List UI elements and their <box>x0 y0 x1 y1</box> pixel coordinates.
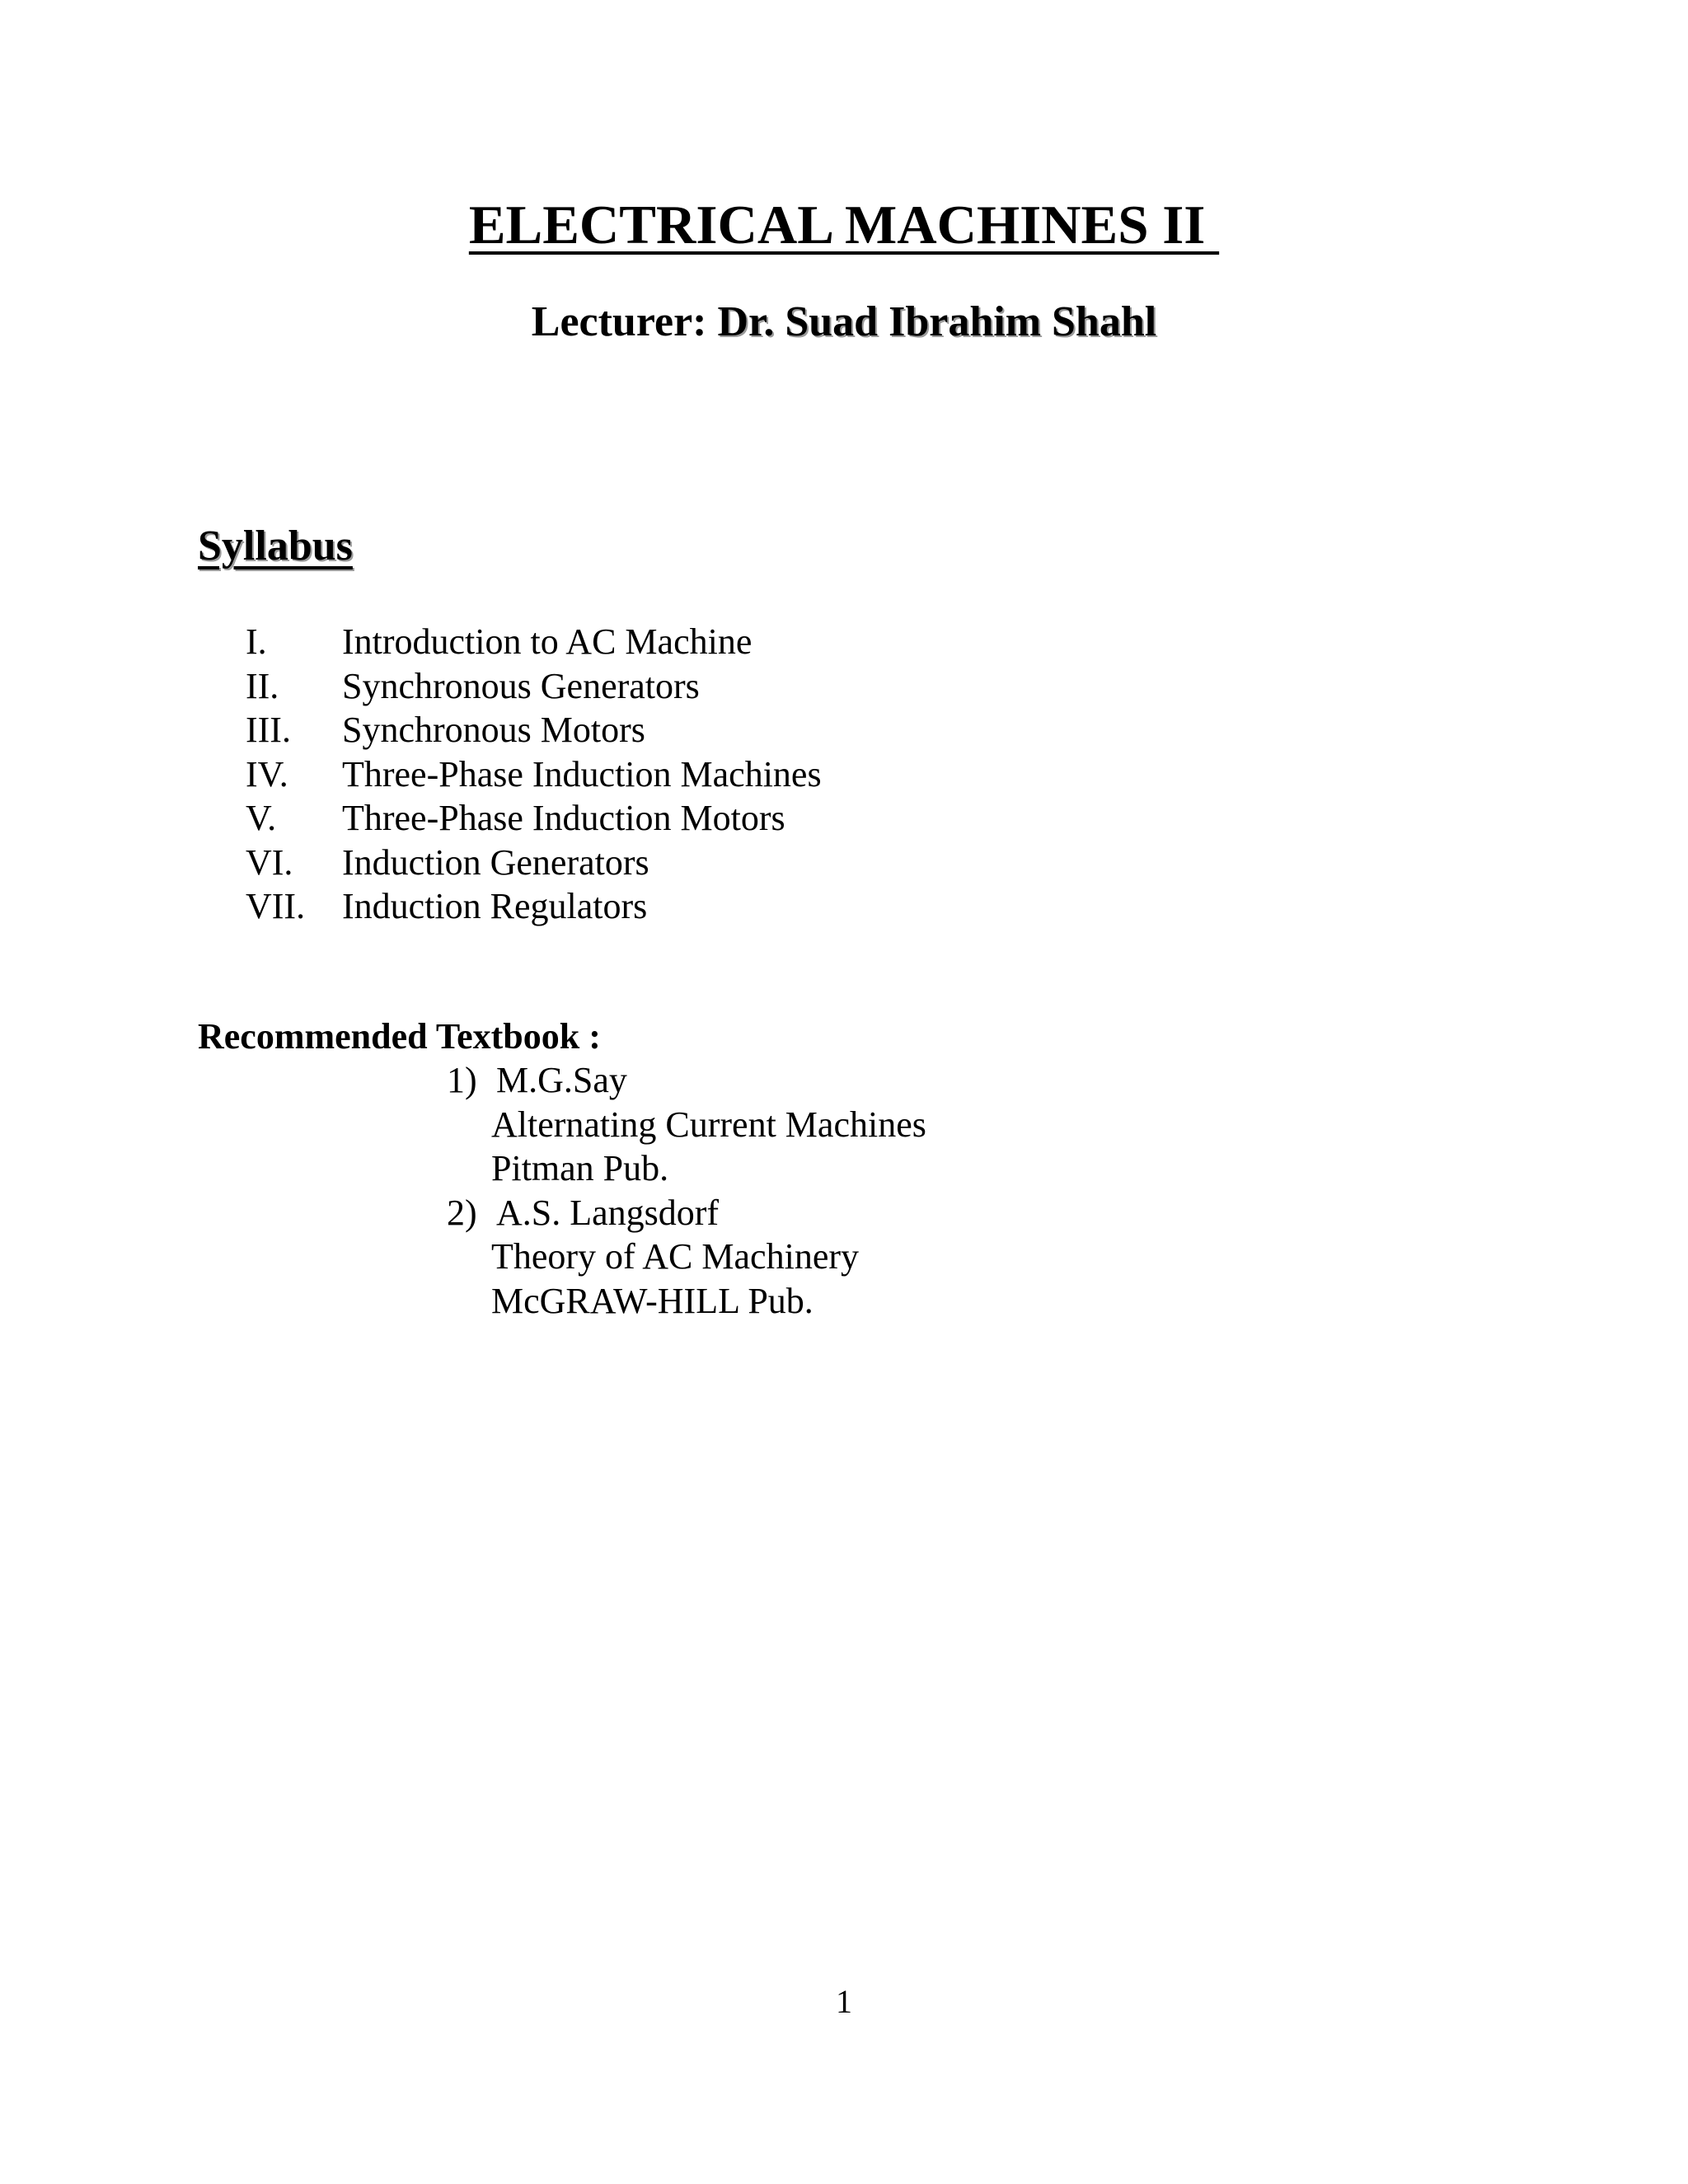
syllabus-item-text: Introduction to AC Machine <box>342 621 753 662</box>
textbook-heading: Recommended Textbook : <box>198 1016 601 1057</box>
textbook-number: 2) <box>447 1192 477 1233</box>
syllabus-item-text: Synchronous Motors <box>342 710 645 750</box>
syllabus-item-text: Three-Phase Induction Machines <box>342 753 822 794</box>
textbook-author: M.G.Say <box>496 1060 627 1100</box>
syllabus-item-number: I. <box>246 621 267 662</box>
textbook-title: Theory of AC Machinery <box>491 1236 859 1277</box>
document-title <box>0 194 1688 257</box>
syllabus-item-text: Three-Phase Induction Motors <box>342 798 785 838</box>
textbook-number: 1) <box>447 1060 477 1100</box>
syllabus-item-number: VII. <box>246 886 306 926</box>
syllabus-item-number: VI. <box>246 841 293 883</box>
syllabus-item-number: II. <box>246 665 279 706</box>
syllabus-item-text: Synchronous Generators <box>342 665 700 706</box>
syllabus-item-number: IV. <box>246 753 288 794</box>
page-number: 1 <box>836 1983 852 2020</box>
textbook-publisher: McGRAW-HILL Pub. <box>491 1280 814 1321</box>
syllabus-item-number: V. <box>246 798 277 838</box>
syllabus-heading: Syllabus <box>198 523 353 569</box>
lecturer-name: Dr. Suad Ibrahim Shahl <box>717 298 1157 345</box>
textbook-author: A.S. Langsdorf <box>496 1192 720 1233</box>
document-title-text: ELECTRICAL MACHINES II <box>468 194 1220 255</box>
lecturer-line <box>0 297 1688 348</box>
textbook-title: Alternating Current Machines <box>491 1104 926 1145</box>
syllabus-item-text: Induction Regulators <box>342 886 648 926</box>
lecturer-label: Lecturer: <box>531 298 707 345</box>
syllabus-item-text: Induction Generators <box>342 841 649 883</box>
syllabus-item-number: III. <box>246 710 291 750</box>
textbook-publisher: Pitman Pub. <box>491 1148 669 1188</box>
